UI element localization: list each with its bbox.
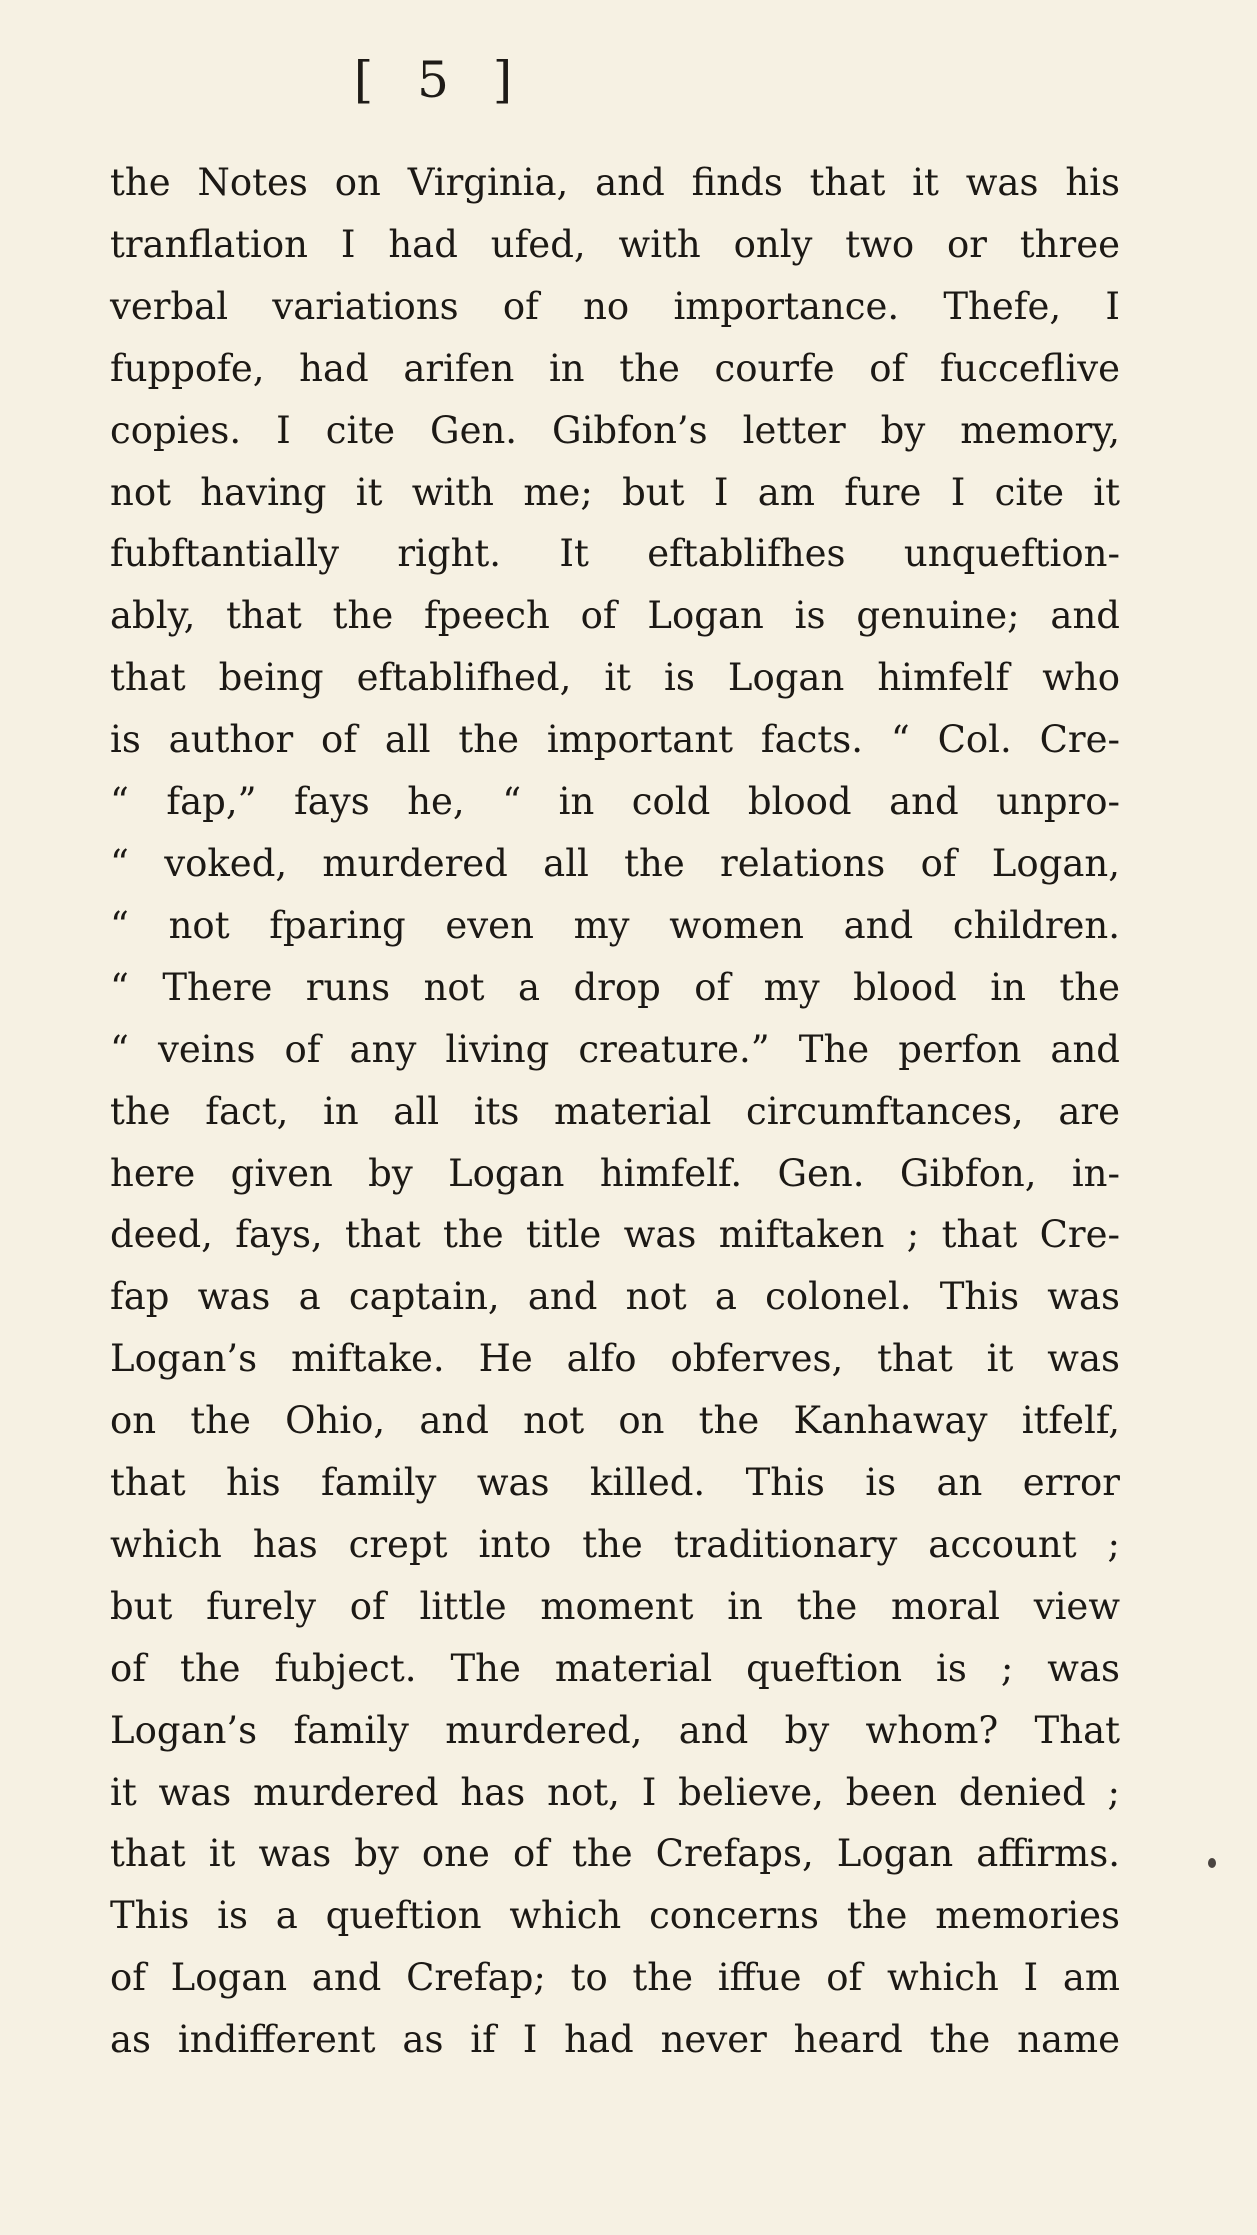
text-line: that being eftablifhed, it is Logan himfelf who — [110, 656, 1120, 700]
ink-speck — [1208, 1858, 1216, 1868]
text-line: “ fap,” fays he, “ in cold blood and unpro- — [110, 780, 1120, 824]
text-line: verbal variations of no importance. Thefe, I — [110, 284, 1120, 328]
text-line: that it was by one of the Crefaps, Logan affirms. — [110, 1832, 1120, 1876]
text-line: fubftantially right. It eftablifhes unqueftion- — [110, 532, 1120, 576]
text-line: fuppofe, had arifen in the courfe of fucceflive — [110, 346, 1120, 390]
text-line: “ There runs not a drop of my blood in the — [110, 965, 1120, 1009]
page-number: [ 5 ] — [353, 51, 527, 109]
body-text — [110, 152, 1120, 2071]
text-line: that his family was killed. This is an error — [110, 1461, 1120, 1505]
text-line: on the Ohio, and not on the Kanhaway itfelf, — [110, 1399, 1120, 1443]
text-line: “ voked, murdered all the relations of Logan, — [110, 841, 1120, 885]
text-line: fap was a captain, and not a colonel. This was — [110, 1275, 1120, 1319]
text-line: of Logan and Crefap; to the iffue of which I am — [110, 1956, 1120, 2000]
text-line: not having it with me; but I am fure I cite it — [110, 470, 1120, 514]
text-line: here given by Logan himfelf. Gen. Gibfon, in- — [110, 1151, 1120, 1195]
text-line: This is a queftion which concerns the memories — [110, 1894, 1120, 1938]
text-line: Logan’s miftake. He alfo obferves, that it was — [110, 1337, 1120, 1381]
text-line: is author of all the important facts. “ Col. Cre- — [110, 718, 1120, 762]
text-line: it was murdered has not, I believe, been denied ; — [110, 1770, 1120, 1814]
text-line: “ veins of any living creature.” The perfon and — [110, 1027, 1120, 1071]
text-line: ably, that the fpeech of Logan is genuine; and — [110, 594, 1120, 638]
text-line: as indifferent as if I had never heard the name — [110, 2018, 1120, 2062]
text-line: deed, fays, that the title was miftaken ; that Cre- — [110, 1213, 1120, 1257]
text-line: tranflation I had ufed, with only two or three — [110, 222, 1120, 266]
text-line: the fact, in all its material circumftances, are — [110, 1089, 1120, 1133]
text-line: the Notes on Virginia, and finds that it was his — [110, 161, 1120, 204]
text-line: “ not fparing even my women and children. — [110, 903, 1120, 947]
text-line: copies. I cite Gen. Gibfon’s letter by memory, — [110, 408, 1120, 452]
text-line: but furely of little moment in the moral view — [110, 1584, 1120, 1628]
text-line: which has crept into the traditionary account ; — [110, 1522, 1120, 1566]
text-line: Logan’s family murdered, and by whom? That — [110, 1708, 1120, 1752]
text-line: of the fubject. The material queftion is ; was — [110, 1646, 1120, 1690]
